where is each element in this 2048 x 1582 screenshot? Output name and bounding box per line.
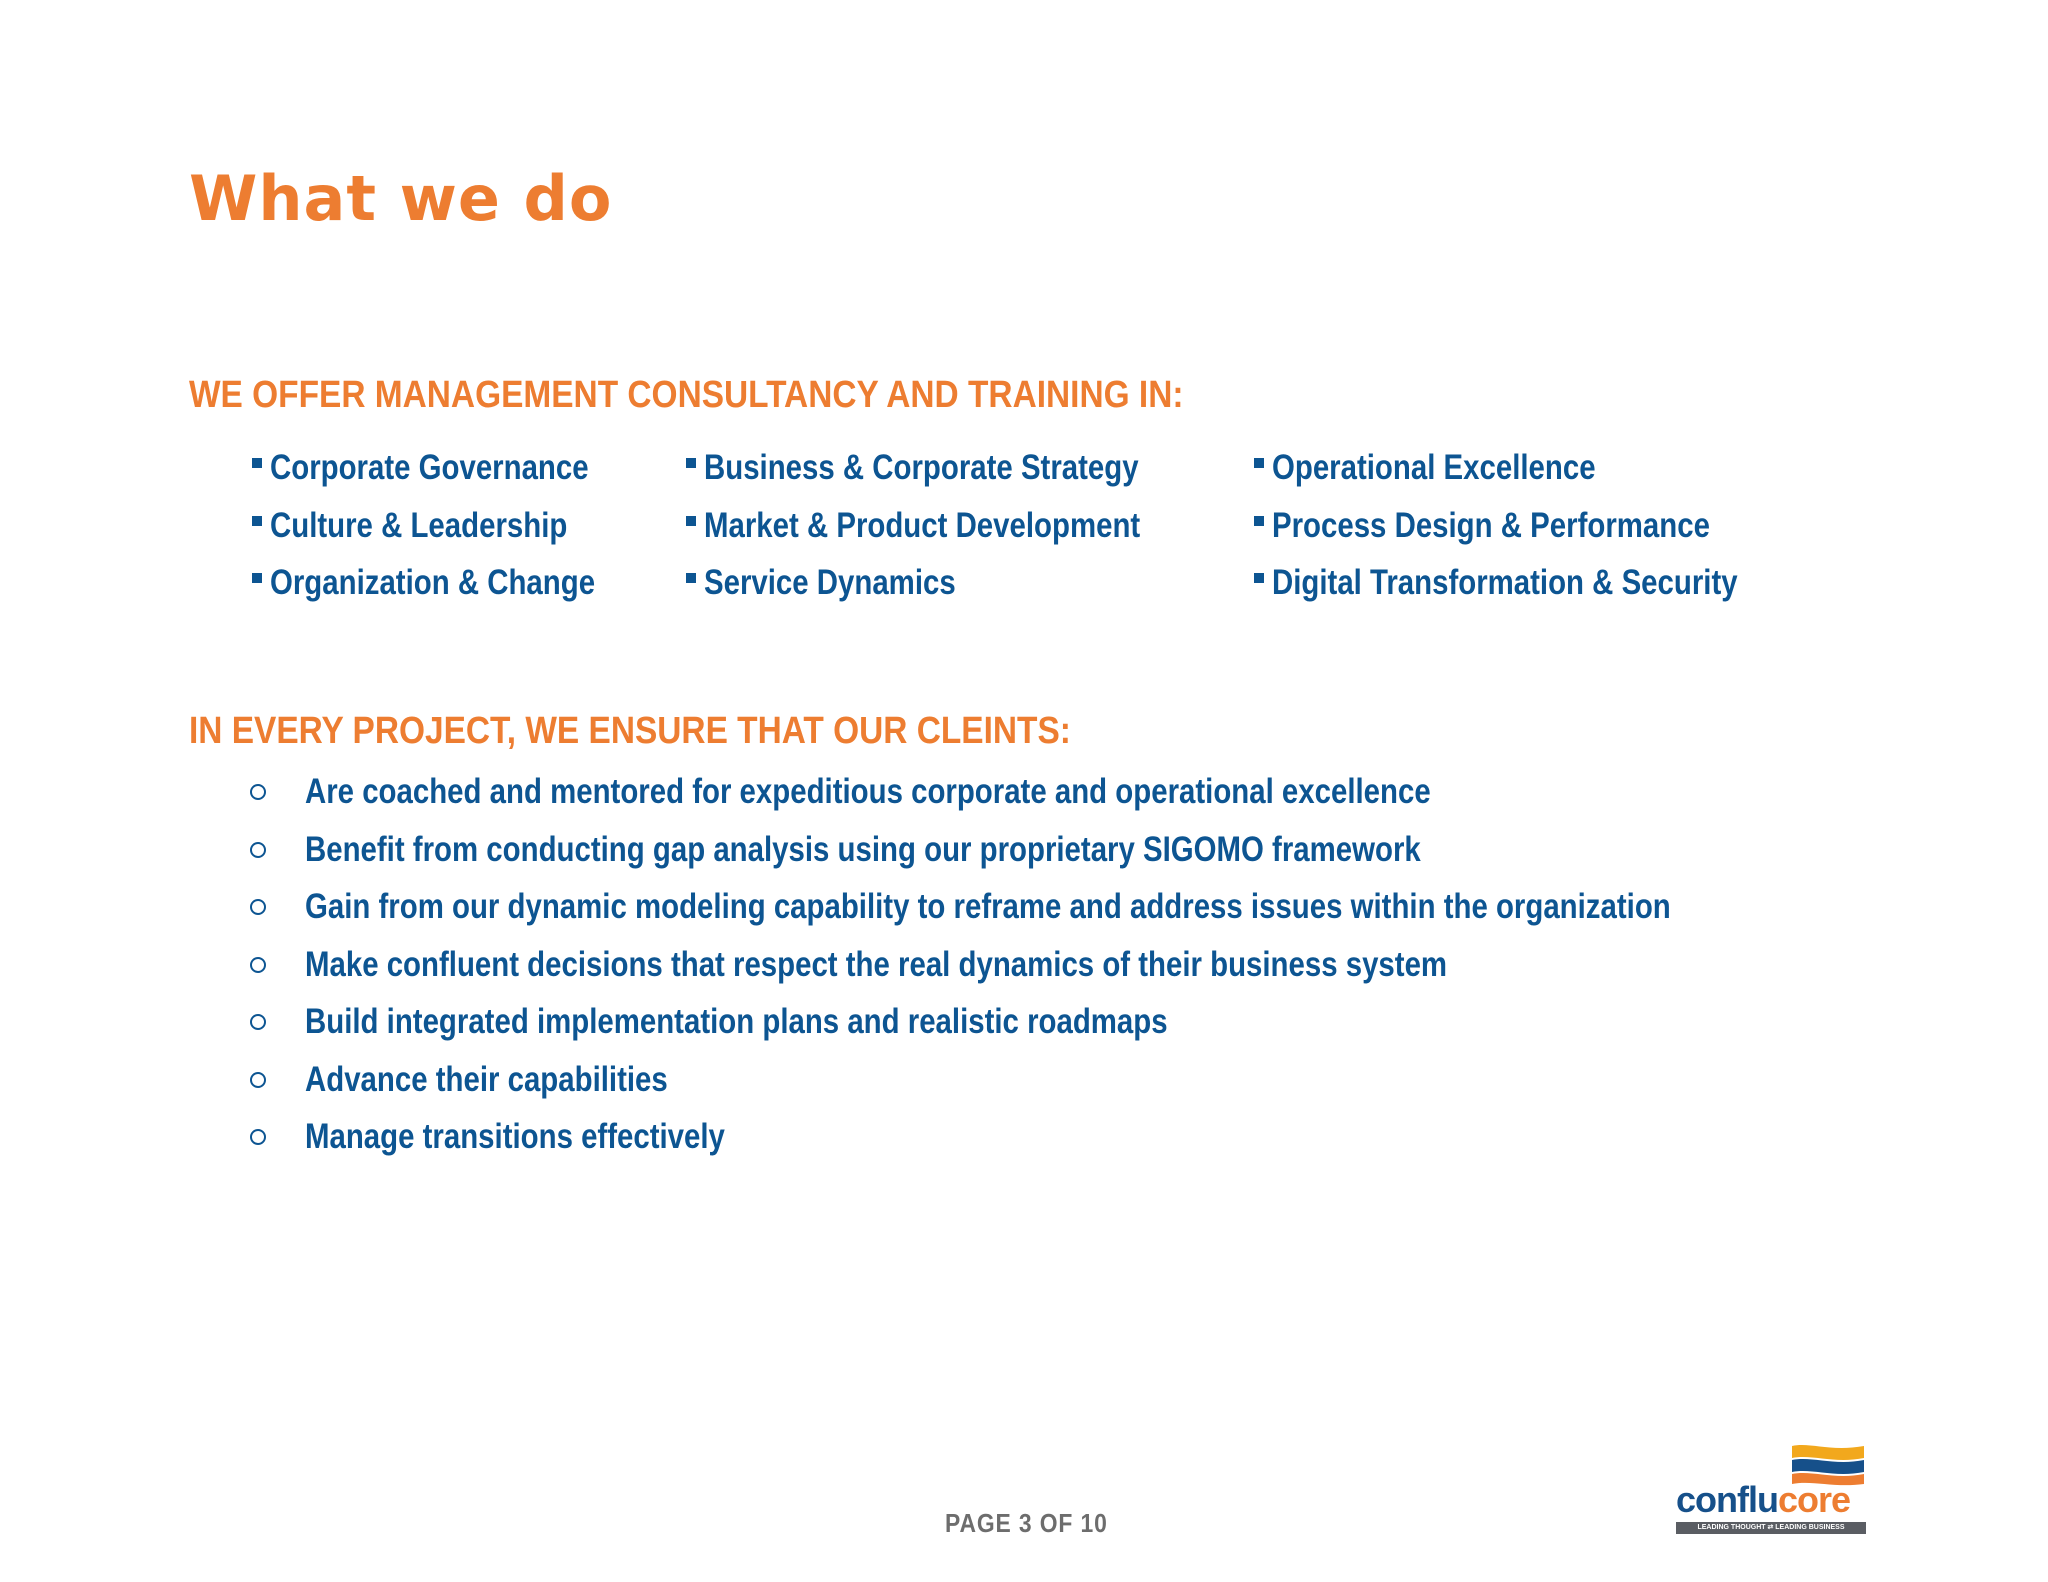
service-item [686,506,1223,564]
square-bullet-icon [1254,458,1264,468]
circle-bullet-icon [250,1014,266,1030]
list-item-text: Make confluent decisions that respect the real dynamics of their business system [305,944,1448,984]
logo-wordmark [1676,1479,1851,1520]
list-item-text: Manage transitions effectively [305,1117,725,1156]
square-bullet-icon [686,573,696,583]
circle-bullet-icon [250,899,266,915]
service-item [1254,448,1826,506]
services-column-1 [252,448,657,621]
circle-bullet-icon [250,1072,266,1088]
service-item-label: Organization & Change [270,563,596,602]
logo-word-part2: core [1777,1479,1851,1520]
service-item-label: Operational Excellence [1272,448,1596,487]
service-item [252,563,657,621]
offer-heading: WE OFFER MANAGEMENT CONSULTANCY AND TRAINING IN: [189,374,1184,416]
square-bullet-icon [1254,573,1264,583]
service-item-label: Business & Corporate Strategy [704,448,1139,487]
service-item-label: Corporate Governance [270,448,589,487]
circle-bullet-icon [250,784,266,800]
service-item [252,506,657,564]
conflucore-logo [1676,1442,1866,1536]
square-bullet-icon [1254,516,1264,526]
service-item [686,563,1223,621]
logo-word-part1: conflu [1676,1479,1778,1520]
service-item [252,448,657,506]
service-item-label: Service Dynamics [704,563,956,602]
page-number: PAGE 3 OF 10 [945,1508,1108,1538]
square-bullet-icon [686,458,696,468]
service-item-label: Process Design & Performance [1272,505,1710,545]
list-item-text: Are coached and mentored for expeditious corporate and operational excellence [305,772,1431,811]
list-item-text: Gain from our dynamic modeling capability to reframe and address issues within the organization [305,887,1671,926]
services-column-2 [686,448,1223,621]
list-item-text: Advance their capabilities [305,1059,668,1099]
service-item-label: Market & Product Development [704,505,1141,545]
circle-bullet-icon [250,1129,266,1145]
ensure-heading: IN EVERY PROJECT, WE ENSURE THAT OUR CLEINTS: [189,710,1071,752]
list-item-text: Build integrated implementation plans and realistic roadmaps [305,1002,1168,1041]
page-title: What we do [189,162,613,235]
square-bullet-icon [686,516,696,526]
service-item-label: Culture & Leadership [270,505,568,545]
square-bullet-icon [252,458,262,468]
services-column-3 [1254,448,1826,621]
square-bullet-icon [252,573,262,583]
service-item [686,448,1223,506]
circle-bullet-icon [250,842,266,858]
square-bullet-icon [252,516,262,526]
service-item [1254,506,1826,564]
circle-bullet-icon [250,957,266,973]
service-item [1254,563,1826,621]
service-item-label: Digital Transformation & Security [1272,563,1738,602]
logo-tagline: LEADING THOUGHT ⇄ LEADING BUSINESS [1676,1522,1866,1534]
list-item-text: Benefit from conducting gap analysis using our proprietary SIGOMO framework [305,829,1421,869]
